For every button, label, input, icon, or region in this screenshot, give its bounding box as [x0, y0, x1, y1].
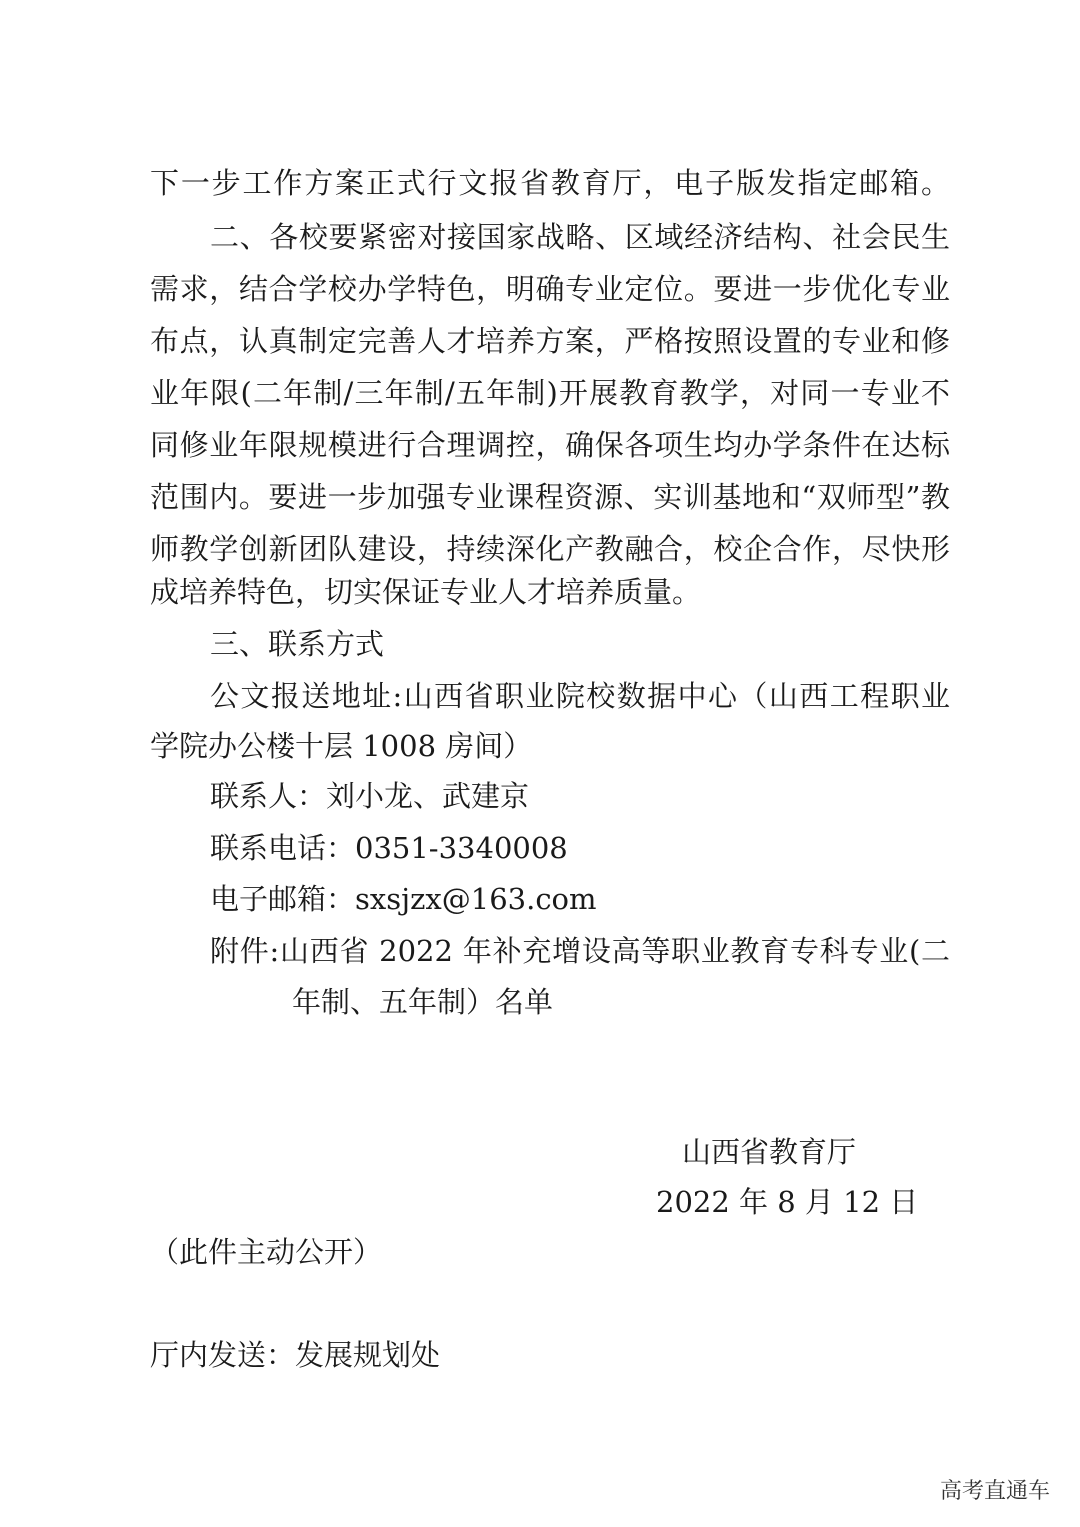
- contact-phone: 联系电话：0351-3340008: [210, 831, 568, 865]
- attachment-line: 年制、五年制）名单: [292, 985, 554, 1019]
- body-line: 范围内。要进一步加强专业课程资源、实训基地和“双师型”教: [150, 480, 950, 514]
- submission-address-line: 学院办公楼十层 1008 房间）: [150, 729, 533, 763]
- body-line: 业年限(二年制/三年制/五年制)开展教育教学，对同一专业不: [150, 376, 950, 410]
- contact-email: 电子邮箱：sxsjzx@163.com: [210, 882, 597, 916]
- signature-org: 山西省教育厅: [682, 1135, 857, 1169]
- body-line: 师教学创新团队建设，持续深化产教融合，校企合作，尽快形: [150, 532, 950, 566]
- body-line: 布点，认真制定完善人才培养方案，严格按照设置的专业和修: [150, 324, 950, 358]
- watermark-text: 高考直通车: [939, 1479, 1050, 1504]
- body-line: 下一步工作方案正式行文报省教育厅，电子版发指定邮箱。: [150, 166, 950, 200]
- body-line: 成培养特色，切实保证专业人才培养质量。: [150, 575, 702, 609]
- disclosure-note: （此件主动公开）: [150, 1235, 383, 1269]
- distribution-note: 厅内发送：发展规划处: [150, 1338, 441, 1372]
- body-line: 同修业年限规模进行合理调控，确保各项生均办学条件在达标: [150, 428, 950, 462]
- submission-address-line: 公文报送地址:山西省职业院校数据中心（山西工程职业: [210, 679, 950, 713]
- section-three-heading: 三、联系方式: [210, 627, 385, 661]
- attachment-line: 附件:山西省 2022 年补充增设高等职业教育专科专业(二: [210, 934, 950, 968]
- signature-date: 2022 年 8 月 12 日: [656, 1185, 919, 1219]
- contact-person: 联系人：刘小龙、武建京: [210, 779, 530, 813]
- body-line: 需求，结合学校办学特色，明确专业定位。要进一步优化专业: [150, 272, 950, 306]
- section-two-line: 二、各校要紧密对接国家战略、区域经济结构、社会民生: [210, 220, 950, 254]
